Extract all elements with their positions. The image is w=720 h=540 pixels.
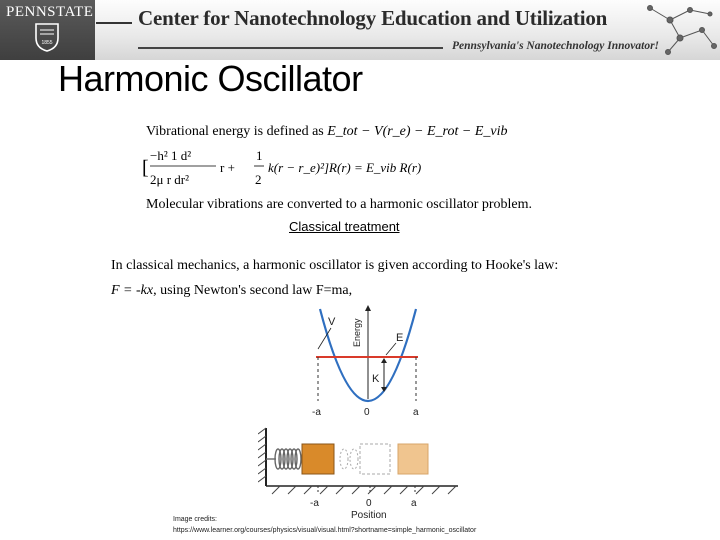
tick-neg-a: -a: [312, 407, 321, 418]
slide-title: Harmonic Oscillator: [58, 58, 363, 99]
eq-numerator-2: 1: [256, 148, 263, 163]
shield-year: 1855: [41, 40, 53, 46]
ghost-spring: [340, 449, 358, 469]
tick-a: a: [413, 407, 419, 418]
credits-label: Image credits:: [173, 516, 217, 523]
eq-middle: r +: [220, 160, 235, 175]
eq-denominator-2: 2: [255, 172, 262, 187]
tick-zero: 0: [364, 407, 370, 418]
pennstate-logo-block: [0, 0, 95, 60]
tick-zero: 0: [366, 498, 372, 509]
tick-neg-a: -a: [310, 498, 319, 509]
center-name: Center for Nanotechnology Education and Utilization: [138, 6, 608, 30]
energy-axis-arrow: [365, 305, 371, 311]
image-credits: [173, 514, 476, 536]
vib-energy-line: [146, 124, 507, 140]
eq-denominator-1: 2μ r dr²: [150, 172, 190, 187]
label-E: E: [396, 332, 404, 344]
mass-at-zero: [360, 444, 390, 474]
position-axis-label: Position: [351, 510, 387, 521]
tick-a: a: [411, 498, 417, 509]
eq-potential: k(r − r_e)²]R(r) = E_vib R(r): [268, 160, 422, 175]
section-heading-classical: Classical treatment: [289, 219, 400, 234]
hooke-law-line: In classical mechanics, a harmonic oscillator is given according to Hooke's law:: [111, 258, 559, 273]
potential-energy-diagram: [288, 303, 458, 421]
credits-url: https://www.learner.org/courses/physics/visual/visual.html?shortname=simple_harmonic_oscillator: [173, 527, 477, 534]
vib-equation: E_tot − V(r_e) − E_rot − E_vib: [327, 124, 508, 139]
vib-conclusion: Molecular vibrations are converted to a harmonic oscillator problem.: [146, 197, 533, 212]
header-banner: [0, 0, 720, 60]
molecule-network-icon: [640, 0, 720, 60]
newton-law-text: , using Newton's second law F=ma,: [153, 283, 353, 298]
radial-schrodinger-equation: [142, 146, 502, 190]
label-K: K: [372, 373, 380, 385]
tagline: Pennsylvania's Nanotechnology Innovator!: [452, 40, 660, 52]
mass-at-neg-a: [302, 444, 334, 474]
pennstate-shield-icon: [34, 22, 60, 52]
energy-axis-label: Energy: [352, 318, 362, 347]
banner-rule: [96, 22, 132, 24]
vib-intro-text: Vibrational energy is defined as: [146, 124, 324, 139]
hooke-formula: F = -kx: [111, 283, 154, 298]
mass-at-a: [398, 444, 428, 474]
pennstate-logo-text: PENNSTATE: [6, 4, 94, 20]
label-V: V: [328, 316, 336, 328]
spring: [266, 449, 301, 469]
newton-law-line: [111, 283, 352, 299]
eq-numerator-1: −h² 1 d²: [150, 148, 192, 163]
tagline-rule: [138, 47, 443, 49]
eq-bracket-open: [: [142, 157, 149, 179]
